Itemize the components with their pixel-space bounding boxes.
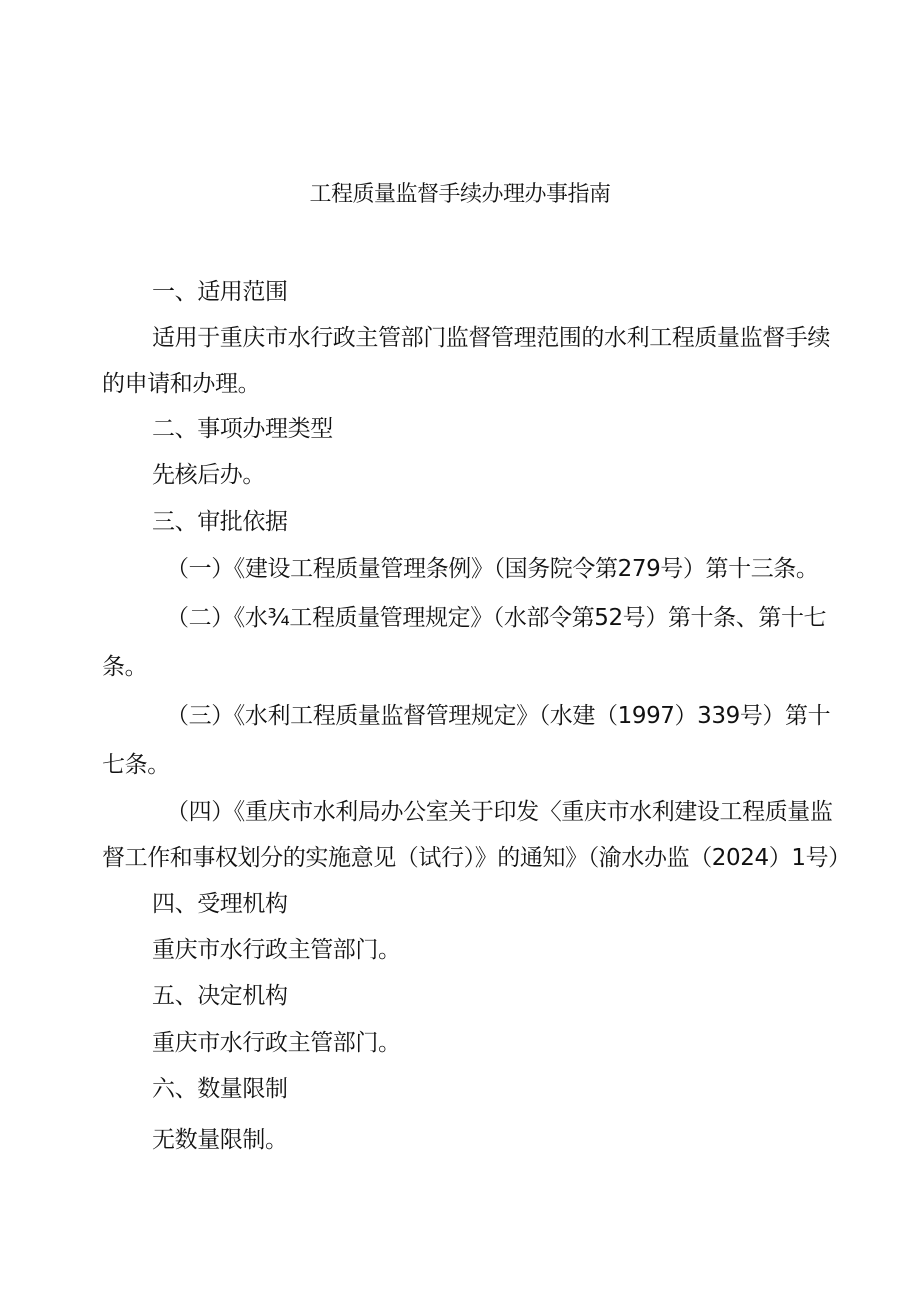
basis-item-2-line1: （二）《水¾工程质量管理规定》（水部令第52号）第十条、第十七 bbox=[166, 605, 827, 631]
paragraph-decision: 重庆市水行政主管部门。 bbox=[152, 1030, 401, 1056]
document-title: 工程质量监督手续办理办事指南 bbox=[309, 182, 611, 207]
section-heading-quantity: 六、数量限制 bbox=[152, 1076, 288, 1102]
basis-item-3-line2: 七条。 bbox=[102, 752, 170, 778]
paragraph-scope-line2: 的申请和办理。 bbox=[102, 371, 261, 397]
section-heading-basis: 三、审批依据 bbox=[152, 509, 288, 535]
basis-item-3-line1: （三）《水利工程质量监督管理规定》（水建（1997）339号）第十 bbox=[166, 703, 831, 729]
section-heading-type: 二、事项办理类型 bbox=[152, 416, 333, 442]
section-heading-acceptance: 四、受理机构 bbox=[152, 891, 288, 917]
paragraph-quantity: 无数量限制。 bbox=[152, 1127, 288, 1153]
basis-item-2-line2: 条。 bbox=[102, 654, 148, 680]
basis-item-1: （一）《建设工程质量管理条例》（国务院令第279号）第十三条。 bbox=[166, 556, 819, 582]
paragraph-scope-line1: 适用于重庆市水行政主管部门监督管理范围的水利工程质量监督手续 bbox=[152, 325, 831, 351]
section-heading-decision: 五、决定机构 bbox=[152, 983, 288, 1009]
section-heading-scope: 一、适用范围 bbox=[152, 279, 288, 305]
paragraph-acceptance: 重庆市水行政主管部门。 bbox=[152, 937, 401, 963]
basis-item-4-line2: 督工作和事权划分的实施意见（试行）》的通知》（渝水办监（2024）1号） bbox=[102, 845, 851, 871]
paragraph-type: 先核后办。 bbox=[152, 462, 266, 488]
basis-item-4-line1: （四）《重庆市水利局办公室关于印发〈重庆市水利建设工程质量监 bbox=[166, 799, 833, 825]
